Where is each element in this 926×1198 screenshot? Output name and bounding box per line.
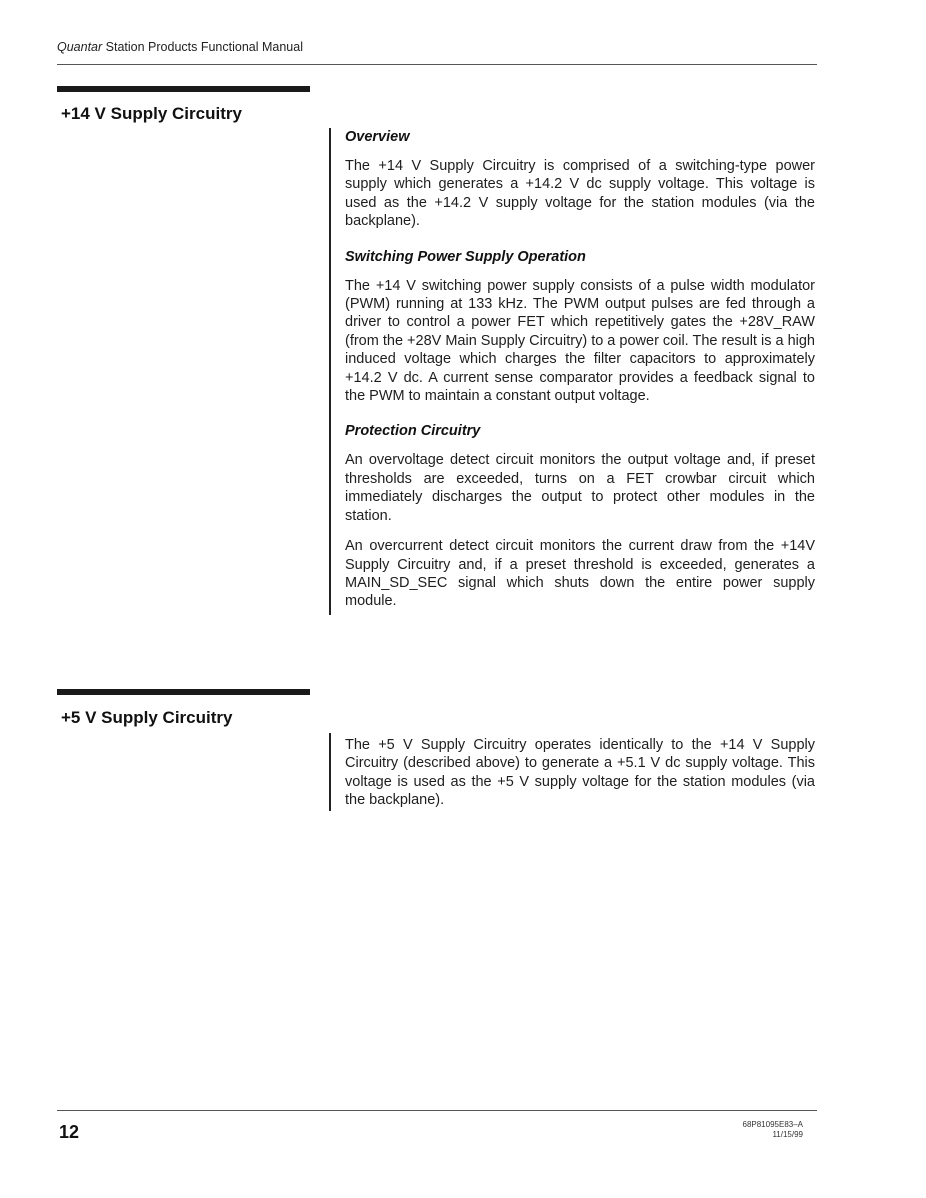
header-title-italic: Quantar bbox=[57, 40, 103, 54]
protection-text-1: An overvoltage detect circuit monitors the output voltage and, if preset thresholds are exceeded, turns on a FET crowbar circuit which immediately discharges the output to protect other modules in the station. bbox=[345, 452, 815, 524]
section-bar-14v bbox=[57, 86, 310, 92]
header-rule bbox=[57, 64, 817, 65]
page-number: 12 bbox=[59, 1122, 80, 1142]
section-bar-5v bbox=[57, 689, 310, 695]
document-date: 11/15/99 bbox=[772, 1130, 803, 1139]
protection-text-2: An overcurrent detect circuit monitors the current draw from the +14V Supply Circuitry and, if a preset threshold is exceeded, generates a MAIN_SD_SEC signal which shuts down the entire power supply module. bbox=[345, 538, 815, 610]
section-title-5v: +5 V Supply Circuitry bbox=[61, 708, 233, 727]
footer-rule bbox=[57, 1110, 817, 1111]
five-volt-text: The +5 V Supply Circuitry operates identically to the +14 V Supply Circuitry (described above) to generate a +5.1 V dc supply voltage. This voltage is used as the +5 V supply voltage for the station modules (via the backplane). bbox=[345, 737, 815, 809]
switching-heading: Switching Power Supply Operation bbox=[345, 248, 586, 265]
overview-text: The +14 V Supply Circuitry is comprised of a switching-type power supply which generates a +14.2 V dc supply voltage. This voltage is used as the +14.2 V supply voltage for the station modules (via the backplane). bbox=[345, 158, 815, 230]
document-id bbox=[640, 1120, 803, 1140]
running-header bbox=[57, 40, 303, 54]
switching-text: The +14 V switching power supply consists of a pulse width modulator (PWM) running at 133 kHz. The PWM output pulses are fed through a driver to control a power FET which repetitively gates the +28V_RAW (from the +28V Main Supply Circuitry) to a power coil. The result is a high induced voltage which charges the filter capacitors to approximately +14.2 V dc. A current sense comparator provides a feedback signal to the PWM to maintain a constant output voltage. bbox=[345, 277, 815, 405]
change-bar-14v bbox=[329, 128, 331, 615]
section-title-14v: +14 V Supply Circuitry bbox=[61, 104, 242, 123]
header-title-rest: Station Products Functional Manual bbox=[102, 40, 303, 54]
section-body-14v bbox=[345, 129, 815, 611]
section-body-5v bbox=[345, 736, 815, 810]
overview-heading: Overview bbox=[345, 129, 410, 145]
document-number: 68P81095E83–A bbox=[742, 1120, 803, 1129]
change-bar-5v bbox=[329, 733, 331, 811]
protection-heading: Protection Circuitry bbox=[345, 423, 481, 440]
